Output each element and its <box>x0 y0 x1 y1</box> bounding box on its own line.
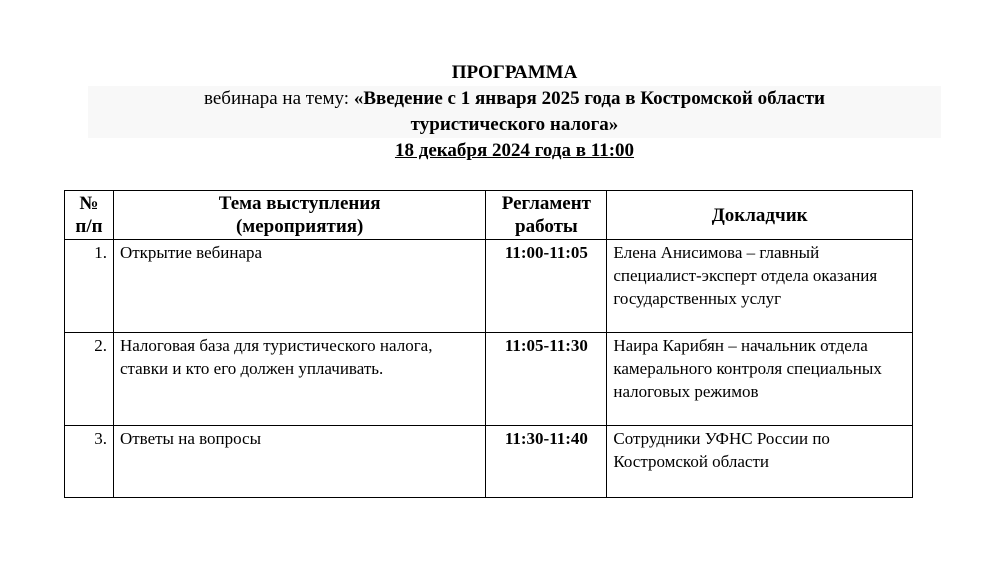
table-row <box>65 333 913 426</box>
row-speaker: Наира Карибян – начальник отдела камерального контроля специальных налоговых режимов <box>607 333 913 426</box>
table-row <box>65 426 913 498</box>
program-theme-part-1: «Введение с 1 января 2025 года в Костромской области <box>353 88 825 109</box>
program-title: ПРОГРАММА <box>451 62 578 83</box>
table-header-row <box>65 191 913 240</box>
header-time <box>486 191 607 240</box>
row-time: 11:05-11:30 <box>486 333 607 426</box>
row-topic: Налоговая база для туристического налога, ставки и кто его должен уплачивать. <box>113 333 485 426</box>
program-table <box>64 190 913 498</box>
header-number <box>65 191 114 240</box>
header-topic-line-2: (мероприятия) <box>235 216 364 237</box>
row-number: 2. <box>65 333 114 426</box>
row-speaker: Елена Анисимова – главный специалист-эксперт отдела оказания государственных услуг <box>607 240 913 333</box>
program-theme-part-2: туристического налога» <box>88 112 941 138</box>
header-number-line-1: № <box>79 193 99 214</box>
header-time-line-2: работы <box>515 216 578 237</box>
row-time: 11:30-11:40 <box>486 426 607 498</box>
header-topic <box>113 191 485 240</box>
row-time: 11:00-11:05 <box>486 240 607 333</box>
header-topic-line-1: Тема выступления <box>218 193 381 214</box>
program-heading <box>88 60 941 164</box>
row-topic: Ответы на вопросы <box>113 426 485 498</box>
program-subtitle-line-1 <box>88 86 941 112</box>
header-time-line-1: Регламент <box>501 193 592 214</box>
row-topic: Открытие вебинара <box>113 240 485 333</box>
row-number: 3. <box>65 426 114 498</box>
program-date-line <box>88 138 941 164</box>
table-row <box>65 240 913 333</box>
header-speaker: Докладчик <box>607 191 913 240</box>
program-subtitle-lead: вебинара на тему: <box>204 88 354 109</box>
row-speaker: Сотрудники УФНС России по Костромской области <box>607 426 913 498</box>
program-date: 18 декабря 2024 года в 11:00 <box>394 140 635 161</box>
row-number: 1. <box>65 240 114 333</box>
header-number-line-2: п/п <box>75 216 103 237</box>
